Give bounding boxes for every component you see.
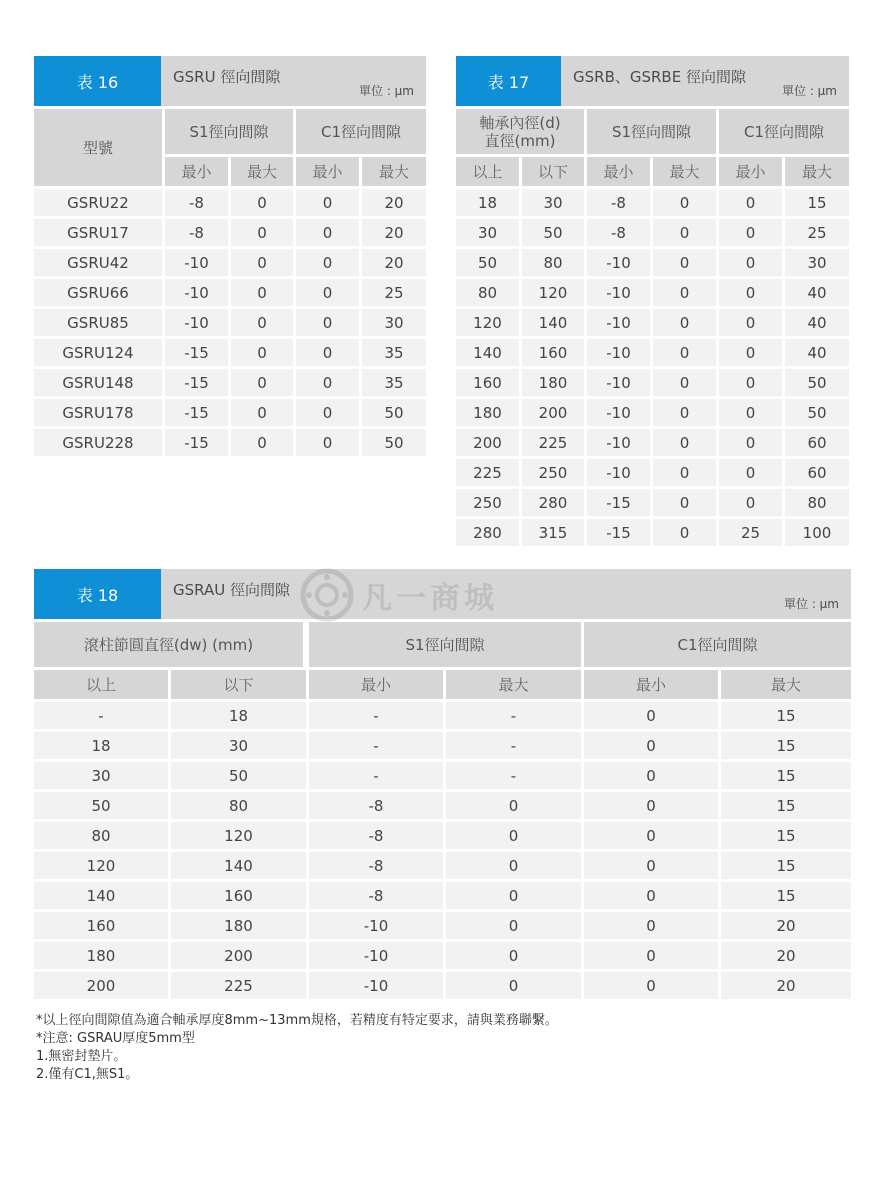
- value-cell: 0: [719, 249, 782, 276]
- value-cell: 40: [785, 339, 849, 366]
- watermark-text: 凡一商城: [362, 581, 498, 616]
- value-cell: 180: [171, 912, 306, 939]
- value-cell: 0: [584, 852, 718, 879]
- value-cell: 60: [785, 459, 849, 486]
- subheader-max: 最大: [362, 157, 426, 186]
- value-cell: 200: [171, 942, 306, 969]
- value-cell: 0: [296, 189, 359, 216]
- value-cell: -: [309, 702, 443, 729]
- table-18-unit: 單位 : μm: [784, 597, 839, 611]
- value-cell: 50: [362, 399, 426, 426]
- value-cell: 60: [785, 429, 849, 456]
- value-cell: -8: [309, 852, 443, 879]
- value-cell: 15: [721, 702, 851, 729]
- value-cell: 50: [34, 792, 168, 819]
- value-cell: 0: [231, 189, 293, 216]
- note-line: 1.無密封墊片。: [36, 1049, 127, 1064]
- value-cell: -10: [587, 249, 650, 276]
- value-cell: 0: [446, 792, 581, 819]
- value-cell: 200: [522, 399, 584, 426]
- table-18: [34, 569, 851, 1001]
- table-18-label: 表 18: [34, 569, 161, 619]
- value-cell: 0: [296, 399, 359, 426]
- value-cell: 0: [653, 459, 716, 486]
- model-cell: GSRU178: [34, 399, 162, 426]
- value-cell: 0: [653, 399, 716, 426]
- value-cell: 120: [171, 822, 306, 849]
- subheader-max: 最大: [653, 157, 716, 186]
- value-cell: 30: [171, 732, 306, 759]
- header-line: 直徑(mm): [484, 131, 556, 150]
- value-cell: 120: [34, 852, 168, 879]
- value-cell: -10: [165, 279, 228, 306]
- col-header-bore: [456, 109, 584, 154]
- value-cell: -: [446, 762, 581, 789]
- table-16-title-bar: [161, 56, 426, 106]
- value-cell: 225: [456, 459, 519, 486]
- subheader-max: 最大: [231, 157, 293, 186]
- value-cell: 0: [584, 702, 718, 729]
- value-cell: 0: [296, 369, 359, 396]
- subheader-min: 最小: [165, 157, 228, 186]
- value-cell: 160: [34, 912, 168, 939]
- value-cell: 250: [522, 459, 584, 486]
- value-cell: 20: [362, 189, 426, 216]
- value-cell: 140: [522, 309, 584, 336]
- value-cell: 0: [446, 972, 581, 999]
- subheader-below: 以下: [171, 670, 306, 699]
- value-cell: 30: [522, 189, 584, 216]
- value-cell: 15: [785, 189, 849, 216]
- value-cell: 0: [231, 399, 293, 426]
- value-cell: 30: [34, 762, 168, 789]
- value-cell: -8: [587, 189, 650, 216]
- value-cell: -: [446, 732, 581, 759]
- table-17-title: GSRB、GSRBE 徑向間隙: [573, 68, 746, 86]
- value-cell: 0: [231, 339, 293, 366]
- value-cell: -10: [587, 279, 650, 306]
- model-cell: GSRU66: [34, 279, 162, 306]
- value-cell: 50: [522, 219, 584, 246]
- value-cell: 18: [171, 702, 306, 729]
- value-cell: 0: [446, 822, 581, 849]
- value-cell: 0: [231, 279, 293, 306]
- value-cell: 50: [456, 249, 519, 276]
- value-cell: 0: [446, 942, 581, 969]
- value-cell: 140: [456, 339, 519, 366]
- value-cell: 20: [362, 249, 426, 276]
- subheader-below: 以下: [522, 157, 584, 186]
- note-line: *以上徑向間隙值為適合軸承厚度8mm~13mm規格，若精度有特定要求，請與業務聯繫。: [36, 1013, 558, 1028]
- model-cell: GSRU228: [34, 429, 162, 456]
- table-16-unit: 單位 : μm: [359, 84, 414, 98]
- subheader-above: 以上: [34, 670, 168, 699]
- value-cell: -8: [165, 219, 228, 246]
- value-cell: 0: [446, 882, 581, 909]
- note-line: *注意: GSRAU厚度5mm型: [36, 1031, 195, 1046]
- value-cell: 0: [719, 309, 782, 336]
- subheader-min: 最小: [587, 157, 650, 186]
- table-17-title-bar: [561, 56, 849, 106]
- col-header-c1: C1徑向間隙: [296, 109, 426, 154]
- col-header-s1: S1徑向間隙: [309, 622, 581, 667]
- value-cell: 160: [522, 339, 584, 366]
- value-cell: 0: [719, 489, 782, 516]
- value-cell: 0: [719, 399, 782, 426]
- value-cell: 0: [296, 429, 359, 456]
- col-header-s1: S1徑向間隙: [165, 109, 293, 154]
- value-cell: -15: [165, 399, 228, 426]
- value-cell: 120: [456, 309, 519, 336]
- table-16: [34, 56, 426, 456]
- value-cell: 225: [522, 429, 584, 456]
- value-cell: 30: [456, 219, 519, 246]
- watermark: [300, 565, 580, 625]
- value-cell: 50: [362, 429, 426, 456]
- model-cell: GSRU85: [34, 309, 162, 336]
- value-cell: 180: [456, 399, 519, 426]
- value-cell: -8: [309, 792, 443, 819]
- value-cell: 40: [785, 279, 849, 306]
- value-cell: -10: [587, 369, 650, 396]
- note-line: 2.僅有C1,無S1。: [36, 1067, 139, 1082]
- value-cell: -8: [165, 189, 228, 216]
- value-cell: 200: [456, 429, 519, 456]
- value-cell: 15: [721, 882, 851, 909]
- value-cell: 50: [785, 369, 849, 396]
- value-cell: 50: [785, 399, 849, 426]
- model-cell: GSRU124: [34, 339, 162, 366]
- value-cell: 0: [719, 459, 782, 486]
- value-cell: 18: [34, 732, 168, 759]
- col-header-diameter: 滾柱節圓直徑(dw) (mm): [34, 622, 303, 667]
- value-cell: 0: [584, 762, 718, 789]
- watermark-logo-icon: [300, 568, 354, 622]
- subheader-max: 最大: [785, 157, 849, 186]
- value-cell: 0: [653, 189, 716, 216]
- table-17-unit: 單位 : μm: [782, 84, 837, 98]
- value-cell: 0: [653, 249, 716, 276]
- value-cell: 20: [721, 942, 851, 969]
- value-cell: 315: [522, 519, 584, 546]
- subheader-min: 最小: [719, 157, 782, 186]
- value-cell: 0: [446, 912, 581, 939]
- subheader-max: 最大: [446, 670, 581, 699]
- value-cell: -10: [165, 309, 228, 336]
- value-cell: 280: [522, 489, 584, 516]
- value-cell: 40: [785, 309, 849, 336]
- value-cell: -: [309, 762, 443, 789]
- value-cell: 0: [231, 219, 293, 246]
- value-cell: 0: [653, 279, 716, 306]
- value-cell: -10: [587, 339, 650, 366]
- value-cell: -10: [587, 459, 650, 486]
- value-cell: 0: [719, 189, 782, 216]
- value-cell: 0: [296, 309, 359, 336]
- value-cell: 0: [719, 369, 782, 396]
- value-cell: 15: [721, 762, 851, 789]
- subheader-min: 最小: [309, 670, 443, 699]
- value-cell: 35: [362, 339, 426, 366]
- table-17-label: 表 17: [456, 56, 561, 106]
- value-cell: 50: [171, 762, 306, 789]
- value-cell: 0: [653, 309, 716, 336]
- value-cell: -10: [309, 942, 443, 969]
- value-cell: -: [309, 732, 443, 759]
- value-cell: -15: [587, 519, 650, 546]
- value-cell: 200: [34, 972, 168, 999]
- value-cell: 0: [584, 972, 718, 999]
- value-cell: 15: [721, 852, 851, 879]
- value-cell: 0: [653, 429, 716, 456]
- value-cell: 250: [456, 489, 519, 516]
- value-cell: 0: [296, 219, 359, 246]
- value-cell: -15: [165, 339, 228, 366]
- subheader-above: 以上: [456, 157, 519, 186]
- value-cell: 80: [171, 792, 306, 819]
- subheader-min: 最小: [584, 670, 718, 699]
- notes: [36, 1012, 558, 1084]
- model-cell: GSRU148: [34, 369, 162, 396]
- value-cell: 0: [584, 942, 718, 969]
- table-17-header: [456, 56, 849, 106]
- value-cell: 0: [231, 369, 293, 396]
- col-header-c1: C1徑向間隙: [719, 109, 849, 154]
- value-cell: 0: [653, 489, 716, 516]
- col-header-c1: C1徑向間隙: [584, 622, 851, 667]
- model-cell: GSRU22: [34, 189, 162, 216]
- value-cell: 0: [296, 249, 359, 276]
- col-header-model: 型號: [34, 109, 162, 186]
- value-cell: 35: [362, 369, 426, 396]
- value-cell: 15: [721, 732, 851, 759]
- value-cell: 0: [719, 429, 782, 456]
- value-cell: 160: [456, 369, 519, 396]
- value-cell: 0: [296, 279, 359, 306]
- value-cell: 80: [785, 489, 849, 516]
- value-cell: -: [446, 702, 581, 729]
- table-16-label: 表 16: [34, 56, 161, 106]
- header-line: 軸承內徑(d): [479, 113, 561, 132]
- value-cell: -8: [587, 219, 650, 246]
- value-cell: 20: [721, 972, 851, 999]
- value-cell: 0: [653, 369, 716, 396]
- value-cell: 180: [522, 369, 584, 396]
- value-cell: 140: [34, 882, 168, 909]
- model-cell: GSRU17: [34, 219, 162, 246]
- value-cell: -15: [165, 369, 228, 396]
- value-cell: -10: [587, 429, 650, 456]
- value-cell: -: [34, 702, 168, 729]
- value-cell: -10: [309, 912, 443, 939]
- value-cell: 0: [446, 852, 581, 879]
- value-cell: 0: [231, 249, 293, 276]
- value-cell: 0: [584, 792, 718, 819]
- value-cell: 180: [34, 942, 168, 969]
- value-cell: 100: [785, 519, 849, 546]
- value-cell: 160: [171, 882, 306, 909]
- value-cell: 20: [362, 219, 426, 246]
- value-cell: 280: [456, 519, 519, 546]
- value-cell: 25: [785, 219, 849, 246]
- value-cell: 225: [171, 972, 306, 999]
- value-cell: 0: [719, 279, 782, 306]
- value-cell: -10: [165, 249, 228, 276]
- value-cell: 0: [719, 339, 782, 366]
- value-cell: 0: [719, 219, 782, 246]
- value-cell: 15: [721, 792, 851, 819]
- value-cell: -8: [309, 822, 443, 849]
- value-cell: -10: [587, 399, 650, 426]
- model-cell: GSRU42: [34, 249, 162, 276]
- value-cell: 0: [231, 429, 293, 456]
- subheader-min: 最小: [296, 157, 359, 186]
- table-16-title: GSRU 徑向間隙: [173, 68, 281, 86]
- table-16-header: [34, 56, 426, 106]
- value-cell: 30: [362, 309, 426, 336]
- col-header-s1: S1徑向間隙: [587, 109, 716, 154]
- value-cell: -8: [309, 882, 443, 909]
- value-cell: 15: [721, 822, 851, 849]
- value-cell: 0: [296, 339, 359, 366]
- value-cell: 18: [456, 189, 519, 216]
- value-cell: -10: [309, 972, 443, 999]
- value-cell: 25: [719, 519, 782, 546]
- value-cell: 0: [653, 339, 716, 366]
- value-cell: 0: [584, 912, 718, 939]
- value-cell: 30: [785, 249, 849, 276]
- value-cell: -15: [587, 489, 650, 516]
- value-cell: 80: [34, 822, 168, 849]
- value-cell: 25: [362, 279, 426, 306]
- value-cell: 140: [171, 852, 306, 879]
- value-cell: 0: [584, 732, 718, 759]
- value-cell: 80: [456, 279, 519, 306]
- value-cell: 0: [584, 822, 718, 849]
- table-18-title: GSRAU 徑向間隙: [173, 581, 290, 599]
- value-cell: 0: [231, 309, 293, 336]
- value-cell: 0: [653, 519, 716, 546]
- value-cell: 20: [721, 912, 851, 939]
- value-cell: -10: [587, 309, 650, 336]
- value-cell: 120: [522, 279, 584, 306]
- value-cell: 80: [522, 249, 584, 276]
- value-cell: -15: [165, 429, 228, 456]
- value-cell: 0: [653, 219, 716, 246]
- value-cell: 0: [584, 882, 718, 909]
- table-17: [456, 56, 849, 551]
- subheader-max: 最大: [721, 670, 851, 699]
